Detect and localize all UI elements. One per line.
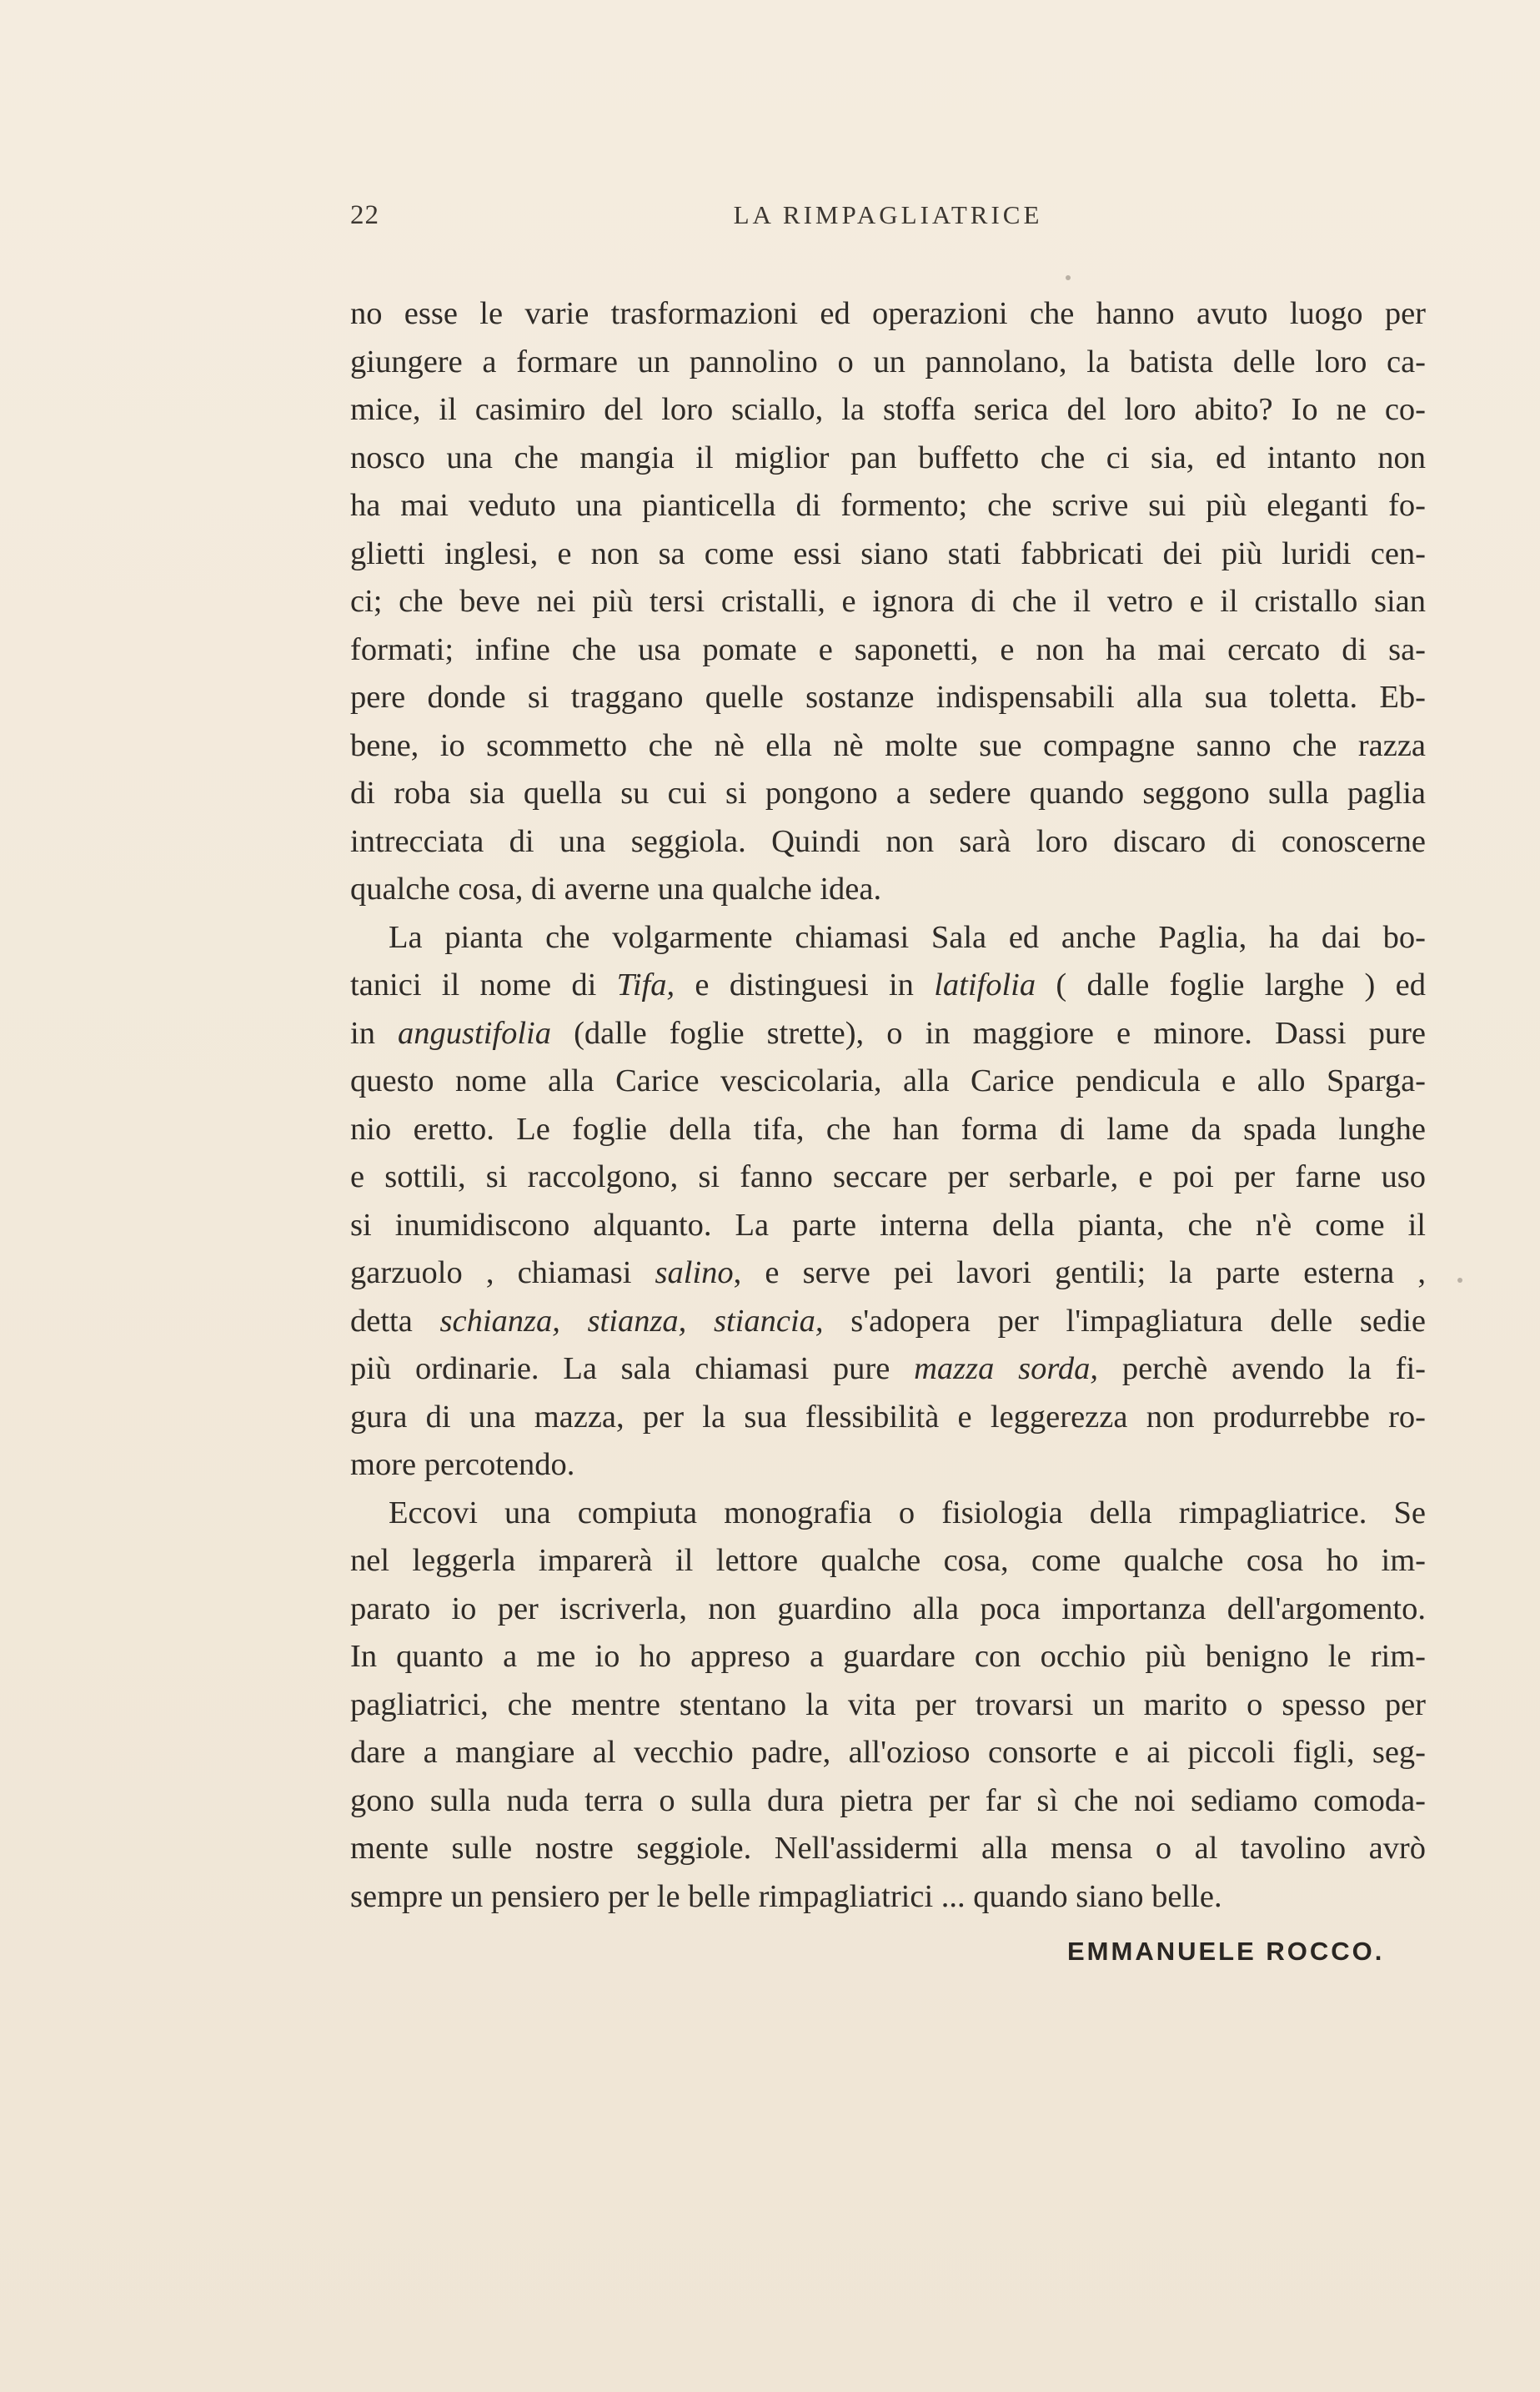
text-segment: di roba sia quella su cui si pongono a sedere quando seggono sulla paglia bbox=[350, 776, 1426, 811]
text-segment: formati; infine che usa pomate e saponetti, e non ha mai cercato di sa- bbox=[350, 631, 1426, 667]
text-segment: Eccovi una compiuta monografia o fisiologia della rimpagliatrice. Se bbox=[389, 1495, 1426, 1530]
text-segment: in bbox=[350, 1015, 399, 1051]
text-segment: intrecciata di una seggiola. Quindi non sarà loro discaro di conoscerne bbox=[350, 823, 1426, 859]
text-segment: qualche cosa, di averne una qualche idea. bbox=[350, 872, 882, 907]
italic-text: schianza, stianza, stiancia, bbox=[439, 1303, 824, 1339]
text-segment: ha mai veduto una pianticella di formento; che scrive sui più eleganti fo- bbox=[350, 488, 1426, 523]
text-line bbox=[350, 914, 1426, 962]
text-line bbox=[350, 1777, 1426, 1826]
text-segment: parato io per iscriverla, non guardino alla poca importanza dell'argomento. bbox=[350, 1590, 1426, 1626]
text-segment: dare a mangiare al vecchio padre, all'ozioso consorte e ai piccoli figli, seg- bbox=[350, 1735, 1426, 1770]
text-segment: In quanto a me io ho appreso a guardare con occhio più benigno le rim- bbox=[350, 1639, 1426, 1674]
text-segment: detta bbox=[350, 1303, 440, 1339]
text-line bbox=[350, 1249, 1426, 1298]
text-segment: pere donde si traggano quelle sostanze indispensabili alla sua toletta. Eb- bbox=[350, 680, 1426, 715]
text-segment: più ordinarie. La sala chiamasi pure bbox=[350, 1351, 915, 1386]
text-segment: glietti inglesi, e non sa come essi siano stati fabbricati dei più luridi cen- bbox=[350, 535, 1426, 571]
text-segment: perchè avendo la fi- bbox=[1098, 1351, 1426, 1386]
text-segment: ( dalle foglie larghe ) ed bbox=[1036, 967, 1427, 1003]
text-line bbox=[350, 1537, 1426, 1585]
text-line bbox=[350, 1153, 1426, 1202]
text-segment: questo nome alla Carice vescicolaria, alla Carice pendicula e allo Sparga- bbox=[350, 1063, 1426, 1098]
text-segment: no esse le varie trasformazioni ed operazioni che hanno avuto luogo per bbox=[350, 296, 1426, 331]
text-line bbox=[350, 1490, 1426, 1538]
text-line bbox=[350, 1394, 1426, 1442]
text-line bbox=[350, 530, 1426, 579]
text-line bbox=[350, 1585, 1426, 1634]
text-segment: e sottili, si raccolgono, si fanno seccare per serbarle, e poi per farne uso bbox=[350, 1159, 1426, 1194]
text-line bbox=[350, 290, 1426, 339]
text-segment: gura di una mazza, per la sua flessibilità e leggerezza non produrrebbe ro- bbox=[350, 1399, 1426, 1435]
text-segment: nosco una che mangia il miglior pan buffetto che ci sia, ed intanto non bbox=[350, 440, 1426, 475]
italic-text: mazza sorda, bbox=[914, 1351, 1099, 1386]
text-line bbox=[350, 578, 1426, 626]
text-segment: giungere a formare un pannolino o un pannolano, la batista delle loro ca- bbox=[350, 344, 1426, 379]
text-line bbox=[350, 962, 1426, 1010]
page-header bbox=[350, 200, 1426, 242]
text-line bbox=[350, 1825, 1426, 1873]
text-segment: si inumidiscono alquanto. La parte interna della pianta, che n'è come il bbox=[350, 1207, 1426, 1243]
text-segment: garzuolo , chiamasi bbox=[350, 1255, 655, 1290]
text-line bbox=[350, 770, 1426, 818]
text-segment: nio eretto. Le foglie della tifa, che han forma di lame da spada lunghe bbox=[350, 1111, 1426, 1147]
italic-text: angustifolia bbox=[398, 1015, 551, 1051]
text-line bbox=[350, 1010, 1426, 1058]
italic-text: salino bbox=[655, 1255, 734, 1290]
text-line bbox=[350, 866, 1426, 914]
italic-text: Tifa, bbox=[616, 967, 675, 1003]
text-segment: gono sulla nuda terra o sulla dura pietra per far sì che noi sediamo comoda- bbox=[350, 1782, 1426, 1818]
text-segment: pagliatrici, che mentre stentano la vita per trovarsi un marito o spesso per bbox=[350, 1686, 1426, 1722]
text-segment: more percotendo. bbox=[350, 1447, 575, 1482]
text-segment: ci; che beve nei più tersi cristalli, e ignora di che il vetro e il cristallo sian bbox=[350, 584, 1426, 619]
text-segment: sempre un pensiero per le belle rimpagliatrici ... quando siano belle. bbox=[350, 1878, 1222, 1914]
paper-speck bbox=[1457, 1278, 1462, 1283]
text-segment: La pianta che volgarmente chiamasi Sala ed anche Paglia, ha dai bo- bbox=[389, 919, 1426, 955]
body-text bbox=[350, 290, 1426, 1921]
text-line bbox=[350, 1298, 1426, 1346]
paper-speck bbox=[1066, 275, 1071, 280]
text-segment: , e serve pei lavori gentili; la parte esterna , bbox=[733, 1255, 1427, 1290]
running-title: LA RIMPAGLIATRICE bbox=[733, 200, 1043, 229]
text-line bbox=[350, 1681, 1426, 1730]
text-line bbox=[350, 1633, 1426, 1681]
text-line bbox=[350, 1202, 1426, 1250]
page-number: 22 bbox=[350, 200, 379, 230]
text-segment: e distinguesi in bbox=[675, 967, 935, 1003]
text-line bbox=[350, 482, 1426, 530]
text-segment: mice, il casimiro del loro sciallo, la stoffa serica del loro abito? Io ne co- bbox=[350, 392, 1426, 427]
author-signature: EMMANUELE ROCCO. bbox=[1067, 1937, 1385, 1966]
text-segment: s'adopera per l'impagliatura delle sedie bbox=[823, 1303, 1426, 1339]
text-line bbox=[350, 1106, 1426, 1154]
text-line bbox=[350, 1441, 1426, 1490]
text-segment: tanici il nome di bbox=[350, 967, 617, 1003]
text-line bbox=[350, 1729, 1426, 1777]
text-line bbox=[350, 1873, 1426, 1922]
text-segment: mente sulle nostre seggiole. Nell'assidermi alla mensa o al tavolino avrò bbox=[350, 1831, 1426, 1866]
text-line bbox=[350, 674, 1426, 722]
text-line bbox=[350, 386, 1426, 435]
text-segment: nel leggerla imparerà il lettore qualche cosa, come qualche cosa ho im- bbox=[350, 1543, 1426, 1578]
text-line bbox=[350, 818, 1426, 867]
italic-text: latifolia bbox=[934, 967, 1036, 1003]
text-line bbox=[350, 722, 1426, 771]
text-line bbox=[350, 1345, 1426, 1394]
text-segment: bene, io scommetto che nè ella nè molte sue compagne sanno che razza bbox=[350, 727, 1426, 763]
text-line bbox=[350, 435, 1426, 483]
text-line bbox=[350, 626, 1426, 675]
text-segment: (dalle foglie strette), o in maggiore e minore. Dassi pure bbox=[551, 1015, 1426, 1051]
text-line bbox=[350, 339, 1426, 387]
text-line bbox=[350, 1058, 1426, 1106]
